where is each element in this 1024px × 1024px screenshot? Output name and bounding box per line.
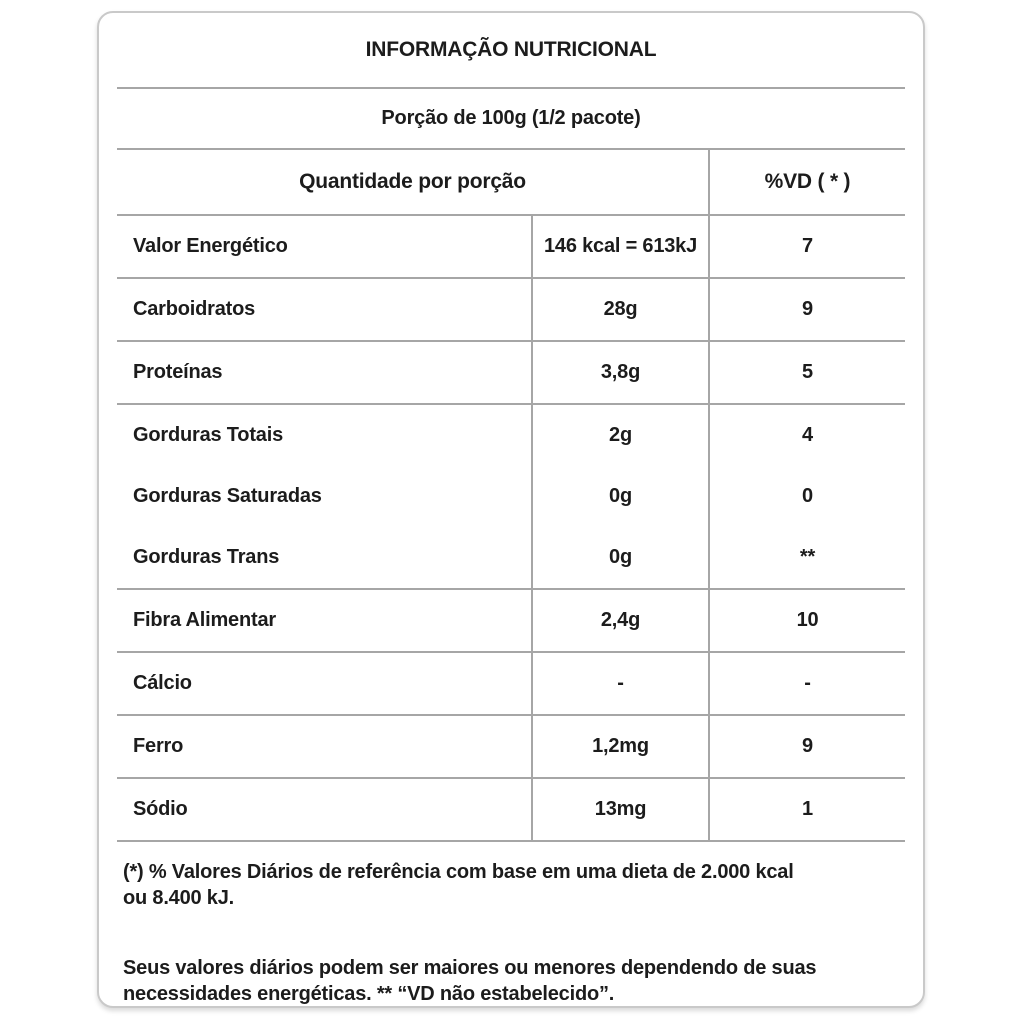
column-header-daily-value: %VD ( * ) xyxy=(708,150,905,214)
nutrient-name: Valor Energético xyxy=(133,235,288,257)
table-row-fibra-alimentar xyxy=(117,590,905,653)
nutrient-daily-value: 10 xyxy=(708,590,905,651)
nutrient-amount: 28g xyxy=(531,279,708,340)
nutrient-name: Gorduras Trans xyxy=(133,546,280,568)
label-title: INFORMAÇÃO NUTRICIONAL xyxy=(117,13,905,89)
table-header-row xyxy=(117,150,905,216)
nutrient-daily-value: 4 xyxy=(708,405,905,466)
footnote-variability-line2: necessidades energéticas. ** “VD não estabelecido”. xyxy=(123,983,615,1005)
nutrition-label-card xyxy=(97,11,925,1008)
table-row-gorduras-trans xyxy=(117,527,905,590)
table-row-gorduras-totais xyxy=(117,403,905,466)
serving-size: Porção de 100g (1/2 pacote) xyxy=(117,89,905,150)
nutrient-daily-value: 5 xyxy=(708,342,905,403)
nutrient-amount: 13mg xyxy=(531,779,708,840)
nutrient-name: Carboidratos xyxy=(133,298,256,320)
nutrient-daily-value: 9 xyxy=(708,279,905,340)
nutrient-daily-value: ** xyxy=(708,527,905,588)
table-row-carboidratos xyxy=(117,277,905,340)
footnote-variability xyxy=(117,955,905,1007)
table-row-valor-energetico xyxy=(117,216,905,277)
nutrient-amount: 1,2mg xyxy=(531,716,708,777)
nutrient-daily-value: 0 xyxy=(708,466,905,527)
nutrient-name: Ferro xyxy=(133,735,184,757)
nutrient-daily-value: 9 xyxy=(708,716,905,777)
table-row-gorduras-saturadas xyxy=(117,466,905,527)
nutrient-name: Proteínas xyxy=(133,361,223,383)
nutrient-amount: 0g xyxy=(531,527,708,588)
nutrient-name: Gorduras Totais xyxy=(133,424,283,446)
footnote-daily-values-line2: ou 8.400 kJ. xyxy=(123,887,234,909)
nutrient-amount: 0g xyxy=(531,466,708,527)
table-row-proteinas xyxy=(117,340,905,403)
footnote-variability-line1: Seus valores diários podem ser maiores ou menores dependendo de suas xyxy=(123,957,817,979)
nutrient-daily-value: - xyxy=(708,653,905,714)
table-row-ferro xyxy=(117,716,905,779)
column-header-quantity: Quantidade por porção xyxy=(299,170,526,193)
nutrient-daily-value: 7 xyxy=(708,216,905,277)
nutrient-amount: 2,4g xyxy=(531,590,708,651)
nutrient-name: Fibra Alimentar xyxy=(133,609,276,631)
nutrient-name: Cálcio xyxy=(133,672,192,694)
nutrient-amount: 146 kcal = 613kJ xyxy=(531,216,708,277)
nutrient-amount: - xyxy=(531,653,708,714)
table-row-calcio xyxy=(117,653,905,716)
nutrient-daily-value: 1 xyxy=(708,779,905,840)
nutrient-name: Gorduras Saturadas xyxy=(133,485,322,507)
footnote-daily-values-line1: (*) % Valores Diários de referência com base em uma dieta de 2.000 kcal xyxy=(123,861,794,883)
footnote-daily-values xyxy=(117,859,905,911)
nutrient-name: Sódio xyxy=(133,798,188,820)
table-row-sodio xyxy=(117,779,905,842)
nutrient-amount: 3,8g xyxy=(531,342,708,403)
nutrient-amount: 2g xyxy=(531,405,708,466)
